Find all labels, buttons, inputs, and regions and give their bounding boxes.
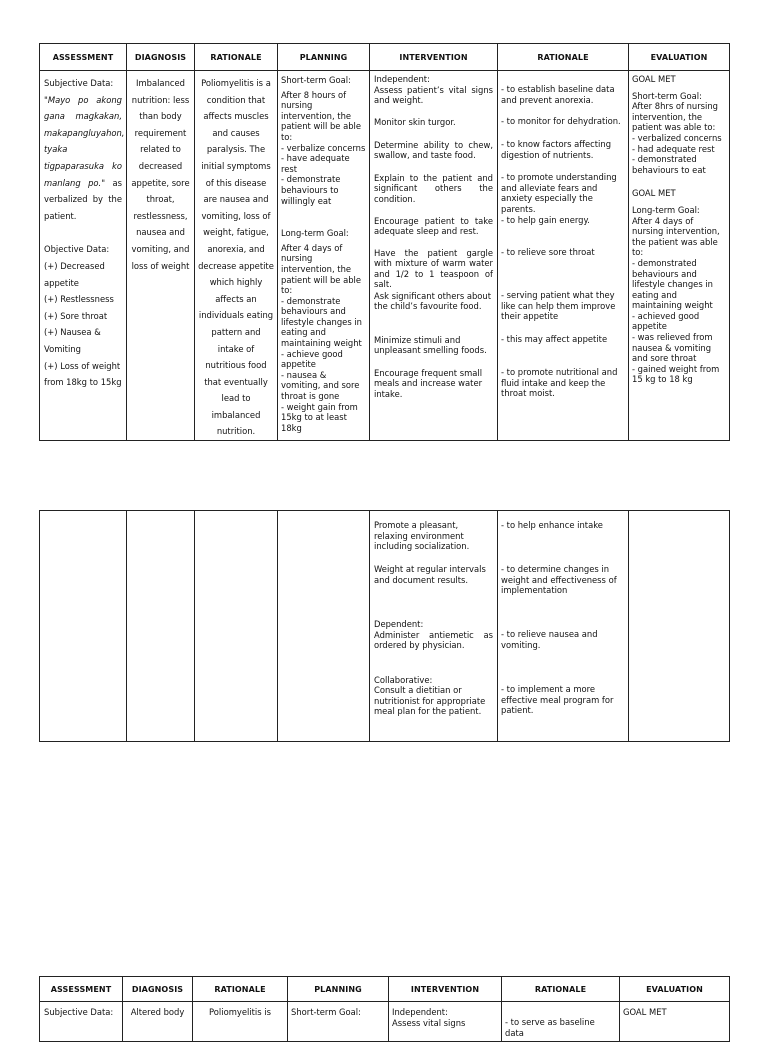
planning-item: - verbalize concerns (281, 142, 366, 153)
diagnosis-cell (127, 71, 195, 441)
care-plan-table-2 (39, 510, 730, 742)
long-term-goal-text: After 4 days of nursing intervention, the patient will be able to: (281, 242, 362, 296)
rationale-item: - to determine changes in weight and effectiveness of implementation (501, 564, 617, 596)
intervention-item: Promote a pleasant, relaxing environment including socialization. (374, 520, 470, 552)
intervention-item: Assess vital signs (392, 1017, 466, 1028)
intervention-item: Ask significant others about the child’s favourite food. (374, 290, 492, 312)
intervention-cell (370, 511, 498, 742)
header-rationale: RATIONALE (195, 44, 278, 71)
header-evaluation: EVALUATION (620, 977, 730, 1002)
rationale-item: - to know factors affecting digestion of nutrients. (501, 139, 612, 160)
evaluation-item: - demonstrated behaviours to eat (632, 154, 706, 175)
goal-met-label: GOAL MET (632, 74, 676, 84)
intervention-item: Determine ability to chew, swallow, and taste food. (374, 139, 493, 161)
evaluation-item: - achieved good appetite (632, 310, 700, 332)
header-planning: PLANNING (278, 44, 370, 71)
short-term-goal-label: Short-term Goal: (281, 75, 351, 85)
rationale-cell (193, 1002, 288, 1042)
evaluation-item: - verbalized concerns (632, 132, 722, 143)
rationale-text: Poliomyelitis is (209, 1007, 271, 1017)
intervention-item: Weight at regular intervals and document results. (374, 564, 486, 585)
rationale-cell (195, 511, 278, 742)
rationale-cell (195, 71, 278, 441)
evaluation-item: - had adequate rest (632, 143, 715, 154)
evaluation-item: - was relieved from nausea & vomiting and sore throat (632, 332, 713, 364)
objective-item: (+) Nausea & Vomiting (44, 327, 101, 354)
evaluation-item: - demonstrated behaviours and lifestyle changes in eating and maintaining weight (632, 257, 713, 311)
header-assessment: ASSESSMENT (40, 977, 123, 1002)
rationale-2-cell (498, 511, 629, 742)
short-term-goal-label: Short-term Goal: (632, 90, 702, 101)
planning-cell (278, 71, 370, 441)
dependent-label: Dependent: (374, 619, 424, 629)
header-rationale: RATIONALE (193, 977, 288, 1002)
evaluation-text: After 8hrs of nursing intervention, the patient was able to: (632, 101, 718, 133)
diagnosis-cell (123, 1002, 193, 1042)
assessment-cell (40, 511, 127, 742)
evaluation-text: After 4 days of nursing intervention, the patient was able to: (632, 215, 720, 258)
goal-met-label: GOAL MET (632, 188, 676, 199)
intervention-item: Monitor skin turgor. (374, 116, 456, 127)
rationale-item: - to monitor for dehydration. (501, 116, 621, 126)
planning-cell (288, 1002, 389, 1042)
diagnosis-cell (127, 511, 195, 742)
assessment-cell (40, 1002, 123, 1042)
long-term-goal-label: Long-term Goal: (632, 204, 700, 215)
evaluation-cell (629, 511, 730, 742)
rationale-text: Poliomyelitis is a condition that affects muscles and causes paralysis. The initial symptoms of this disease are nausea and vomiting, loss of weight, fatigue, anorexia, and decrease appetite which highly affects an individuals eating pattern and intake of nutritious food that eventually lead to imbalanced nutrition. (198, 78, 274, 437)
goal-met-label: GOAL MET (623, 1007, 667, 1017)
objective-item: (+) Restlessness (44, 294, 114, 305)
planning-item: - achieve good appetite (281, 348, 343, 370)
assessment-cell (40, 71, 127, 441)
intervention-item: Explain to the patient and significant others the condition. (374, 172, 493, 204)
planning-item: - nausea & vomiting, and sore throat is gone (281, 369, 360, 402)
intervention-item: Minimize stimuli and unpleasant smelling foods. (374, 334, 487, 356)
care-plan-table-3 (39, 976, 730, 1042)
diagnosis-text: Altered body (130, 1007, 185, 1017)
header-rationale-2: RATIONALE (498, 44, 629, 71)
intervention-item: Encourage patient to take adequate sleep and rest. (374, 215, 493, 237)
rationale-item: - serving patient what they like can help them improve their appetite (501, 290, 616, 322)
rationale-item: - to promote understanding and alleviate fears and anxiety especially the parents. (501, 172, 617, 214)
rationale-item: - to help enhance intake (501, 520, 603, 530)
planning-item: - demonstrate behaviours and lifestyle changes in eating and maintaining weight (281, 295, 362, 349)
patient-quote: "Mayo po akong gana magkakan, makapangluyahon, tyaka tigpaparasuka ko manlang po." as verbalized by the patient. (44, 94, 125, 221)
header-diagnosis: DIAGNOSIS (123, 977, 193, 1002)
rationale-item: - to promote nutritional and fluid intake and keep the throat moist. (501, 367, 618, 399)
rationale-item: - to relieve sore throat (501, 247, 595, 257)
care-plan-table-1 (39, 43, 730, 441)
collaborative-label: Collaborative: (374, 674, 433, 685)
subjective-label: Subjective Data: (44, 1007, 114, 1017)
objective-item: (+) Loss of weight from 18kg to 15kg (44, 360, 122, 388)
objective-label: Objective Data: (44, 244, 110, 255)
rationale-item: - to relieve nausea and vomiting. (501, 629, 598, 650)
header-diagnosis: DIAGNOSIS (127, 44, 195, 71)
rationale-item: - to establish baseline data and prevent anorexia. (501, 84, 615, 105)
long-term-goal-label: Long-term Goal: (281, 228, 349, 239)
rationale-2-cell (498, 71, 629, 441)
intervention-item: Encourage frequent small meals and increase water intake. (374, 367, 483, 399)
intervention-item: Have the patient gargle with mixture of warm water and 1/2 to 1 teaspoon of salt. (374, 247, 493, 290)
intervention-item: Administer antiemetic as ordered by physician. (374, 629, 493, 651)
objective-item: (+) Decreased appetite (44, 260, 105, 288)
independent-label: Independent: (374, 74, 430, 84)
intervention-item: Consult a dietitian or nutritionist for appropriate meal plan for the patient. (374, 685, 486, 717)
header-intervention: INTERVENTION (370, 44, 498, 71)
rationale-item: - this may affect appetite (501, 334, 608, 344)
header-rationale-2: RATIONALE (502, 977, 620, 1002)
header-assessment: ASSESSMENT (40, 44, 127, 71)
evaluation-cell (620, 1002, 730, 1042)
short-term-goal-label: Short-term Goal: (291, 1007, 361, 1017)
rationale-item: - to serve as baseline data (505, 1017, 595, 1038)
short-term-goal-text: After 8 hours of nursing intervention, the patient will be able to: (281, 89, 362, 142)
rationale-2-cell (502, 1002, 620, 1042)
evaluation-item: - gained weight from 15 kg to 18 kg (632, 363, 720, 385)
diagnosis-text: Imbalanced nutrition: less than body requirement related to decreased appetite, sore throat, restlessness, nausea and vomiting, and loss of weight (131, 78, 190, 271)
independent-label: Independent: (392, 1007, 448, 1017)
header-intervention: INTERVENTION (389, 977, 502, 1002)
planning-item: - demonstrate behaviours to willingly eat (281, 174, 341, 206)
evaluation-cell (629, 71, 730, 441)
intervention-cell (389, 1002, 502, 1042)
header-evaluation: EVALUATION (629, 44, 730, 71)
intervention-item: Assess patient’s vital signs and weight. (374, 84, 493, 106)
planning-cell (278, 511, 370, 742)
objective-item: (+) Sore throat (44, 310, 108, 321)
planning-item: - have adequate rest (281, 153, 350, 174)
rationale-item: - to implement a more effective meal program for patient. (501, 684, 614, 716)
rationale-item: - to help gain energy. (501, 215, 590, 225)
subjective-label: Subjective Data: (44, 78, 114, 88)
header-planning: PLANNING (288, 977, 389, 1002)
intervention-cell (370, 71, 498, 441)
planning-item: - weight gain from 15kg to at least 18kg (281, 401, 358, 433)
